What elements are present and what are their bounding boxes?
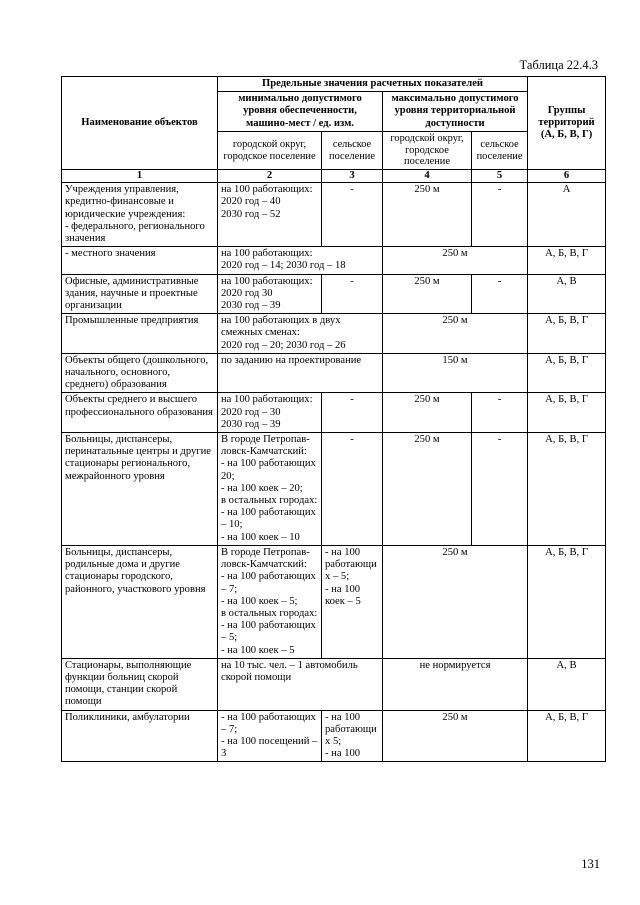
- rural-max-cell: -: [472, 433, 528, 546]
- groups-cell: А, Б, В, Г: [528, 314, 606, 354]
- header-rural-min: сельское поселение: [322, 131, 383, 169]
- header-urban-min: городской округ, городское поселение: [218, 131, 322, 169]
- groups-cell: А, Б, В, Г: [528, 545, 606, 658]
- col-number: 4: [383, 170, 472, 183]
- object-name: Больницы, диспансеры, перинатальные центры и другие стационары регионального, межрайонного уровня: [62, 433, 218, 546]
- rural-max-cell: -: [472, 274, 528, 314]
- groups-cell: А, Б, В, Г: [528, 433, 606, 546]
- urban-min-cell: В городе Петропав-ловск-Камчатский: - на 100 работающих – 7; - на 100 коек – 5; в остальных городах: - на 100 работающих – 5; - на 100 коек – 5: [218, 545, 322, 658]
- column-numbers-row: [62, 170, 606, 183]
- col-number: 1: [62, 170, 218, 183]
- rural-min-cell: -: [322, 393, 383, 433]
- object-name: Объекты общего (дошкольного, начального, основного, среднего) образования: [62, 353, 218, 393]
- object-name: Учреждения управления, кредитно-финансовые и юридические учреждения: - федерального, регионального значения: [62, 183, 218, 247]
- object-name: Поликлиники, амбулатории: [62, 710, 218, 762]
- groups-cell: А, В: [528, 274, 606, 314]
- min-merged-cell: на 10 тыс. чел. – 1 автомобиль скорой помощи: [218, 658, 383, 710]
- header-name-col: Наименование объектов: [62, 77, 218, 170]
- min-merged-cell: на 100 работающих: 2020 год – 14; 2030 год – 18: [218, 247, 383, 274]
- col-number: 5: [472, 170, 528, 183]
- object-name: Стационары, выполняющие функции больниц скорой помощи, станции скорой помощи: [62, 658, 218, 710]
- max-merged-cell: 250 м: [383, 314, 528, 354]
- table-row: [62, 710, 606, 762]
- min-merged-cell: по заданию на проектирование: [218, 353, 383, 393]
- header-urban-max: городской округ, городское поселение: [383, 131, 472, 169]
- rural-min-cell: -: [322, 183, 383, 247]
- max-merged-cell: не нормируется: [383, 658, 528, 710]
- object-name: Офисные, административные здания, научные и проектные организации: [62, 274, 218, 314]
- table-row: [62, 314, 606, 354]
- header-rural-max: сельское поселение: [472, 131, 528, 169]
- urban-min-cell: В городе Петропав-ловск-Камчатский: - на 100 работающих 20; - на 100 коек – 20; в остальных городах: - на 100 работающих – 10; - на 100 коек – 10: [218, 433, 322, 546]
- urban-max-cell: 250 м: [383, 433, 472, 546]
- table-row: [62, 247, 606, 274]
- object-name: Больницы, диспансеры, родильные дома и другие стационары городского, районного, участкового уровня: [62, 545, 218, 658]
- groups-cell: А: [528, 183, 606, 247]
- rural-min-cell: -: [322, 433, 383, 546]
- header-min-group: минимально допустимого уровня обеспеченности, машино-мест / ед. изм.: [218, 92, 383, 132]
- table-caption: Таблица 22.4.3: [519, 58, 598, 72]
- object-name: Промышленные предприятия: [62, 314, 218, 354]
- max-merged-cell: 250 м: [383, 710, 528, 762]
- urban-min-cell: на 100 работающих: 2020 год 30 2030 год – 39: [218, 274, 322, 314]
- rural-min-cell: - на 100 работающи х – 5; - на 100 коек – 5: [322, 545, 383, 658]
- table-row: [62, 433, 606, 546]
- page-number: 131: [581, 857, 600, 871]
- urban-min-cell: на 100 работающих: 2020 год – 40 2030 год – 52: [218, 183, 322, 247]
- urban-max-cell: 250 м: [383, 183, 472, 247]
- urban-min-cell: - на 100 работающих – 7; - на 100 посещений – 3: [218, 710, 322, 762]
- groups-cell: А, Б, В, Г: [528, 247, 606, 274]
- table-row: [62, 183, 606, 247]
- max-merged-cell: 250 м: [383, 545, 528, 658]
- rural-max-cell: -: [472, 183, 528, 247]
- header-limit-values: Предельные значения расчетных показателей: [218, 77, 528, 92]
- object-name: - местного значения: [62, 247, 218, 274]
- table-row: [62, 545, 606, 658]
- table-row: [62, 274, 606, 314]
- groups-cell: А, Б, В, Г: [528, 393, 606, 433]
- max-merged-cell: 150 м: [383, 353, 528, 393]
- header-max-group: максимально допустимого уровня территориальной доступности: [383, 92, 528, 132]
- header-groups-col: Группы территорий (А, Б, В, Г): [528, 77, 606, 170]
- col-number: 6: [528, 170, 606, 183]
- urban-min-cell: на 100 работающих: 2020 год – 30 2030 год – 39: [218, 393, 322, 433]
- col-number: 2: [218, 170, 322, 183]
- groups-cell: А, В: [528, 658, 606, 710]
- object-name: Объекты среднего и высшего профессионального образования: [62, 393, 218, 433]
- col-number: 3: [322, 170, 383, 183]
- standards-table: [61, 76, 606, 762]
- urban-max-cell: 250 м: [383, 393, 472, 433]
- rural-min-cell: - на 100 работающи х 5; - на 100: [322, 710, 383, 762]
- table-row: [62, 353, 606, 393]
- table-row: [62, 658, 606, 710]
- rural-max-cell: -: [472, 393, 528, 433]
- table-row: [62, 393, 606, 433]
- groups-cell: А, Б, В, Г: [528, 710, 606, 762]
- urban-max-cell: 250 м: [383, 274, 472, 314]
- groups-cell: А, Б, В, Г: [528, 353, 606, 393]
- max-merged-cell: 250 м: [383, 247, 528, 274]
- min-merged-cell: на 100 работающих в двух смежных сменах: 2020 год – 20; 2030 год – 26: [218, 314, 383, 354]
- rural-min-cell: -: [322, 274, 383, 314]
